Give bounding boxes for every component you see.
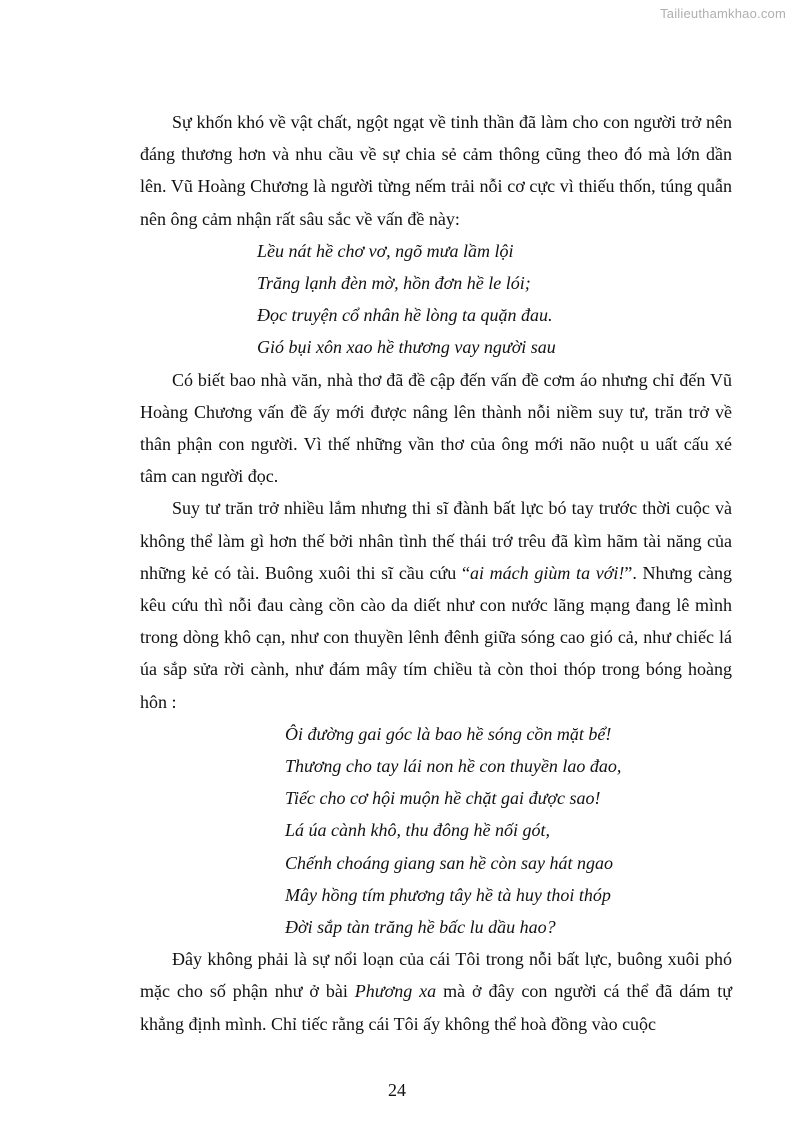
poem-line: Mây hồng tím phương tây hề tà huy thoi thóp	[285, 884, 611, 905]
poem-line: Ôi đường gai góc là bao hề sóng cồn mặt bể!	[285, 723, 612, 744]
page-number: 24	[388, 1080, 406, 1100]
poem-2	[140, 718, 732, 943]
watermark: Tailieuthamkhao.com	[660, 6, 786, 21]
paragraph-3-text-start: Suy tư trăn trở nhiều lắm nhưng thi sĩ đành bất lực bó tay trước thời cuộc và không thể làm gì hơn thế bởi nhân tình thế thái trớ trêu đã kìm hãm tài năng của những kẻ có tài. Buông xuôi thi sĩ cầu cứu “	[140, 498, 732, 583]
paragraph-3-text-end: ”. Nhưng càng kêu cứu thì nỗi đau càng cồn cào da diết như con nước lãng mạng đang lê mình trong dòng khô cạn, như con thuyền lênh đênh giữa sóng cao gió cả, như chiếc lá úa sắp sửa rời cành, như đám mây tím chiều tà còn thoi thóp trong bóng hoàng hôn :	[140, 562, 732, 712]
paragraph-2: Có biết bao nhà văn, nhà thơ đã đề cập đến vấn đề cơm áo nhưng chỉ đến Vũ Hoàng Chương vấn đề ấy mới được nâng lên thành nỗi niềm suy tư, trăn trở về thân phận con người. Vì thế những vần thơ của ông mới não nuột u uất cấu xé tâm can người đọc.	[140, 369, 732, 487]
paragraph-3	[140, 492, 732, 717]
paragraph-4-text-start: Đây không phải là sự nổi loạn của cái Tôi trong nỗi bất lực, buông xuôi phó mặc cho số phận như ở bài	[140, 949, 732, 1002]
poem-title: Phương xa	[354, 981, 437, 1002]
poem-line: Trăng lạnh đèn mờ, hồn đơn hề le lói;	[257, 273, 531, 294]
poem-line: Đọc truyện cổ nhân hề lòng ta quặn đau.	[257, 305, 553, 326]
paragraph-4-text-end: mà ở đây con người cá thể đã dám tự khẳng định mình. Chỉ tiếc rằng cái Tôi ấy không thể hoà đồng vào cuộc	[140, 981, 732, 1034]
poem-line: Lá úa cành khô, thu đông hề nối gót,	[285, 820, 550, 841]
paragraph-1: Sự khốn khó về vật chất, ngột ngạt về tinh thần đã làm cho con người trở nên đáng thương hơn và nhu cầu về sự chia sẻ cảm thông cũng theo đó mà lớn dần lên. Vũ Hoàng Chương là người từng nếm trải nỗi cơ cực vì thiếu thốn, túng quẫn nên ông cảm nhận rất sâu sắc về vấn đề này:	[140, 112, 732, 229]
poem-line: Lều nát hề chơ vơ, ngõ mưa lầm lội	[257, 240, 514, 261]
page-content	[140, 106, 732, 1040]
paragraph-3-quote: ai mách giùm ta với!	[469, 562, 625, 583]
poem-line: Tiếc cho cơ hội muộn hề chặt gai được sao!	[285, 788, 601, 809]
poem-line: Chếnh choáng giang san hề còn say hát ngao	[285, 852, 613, 873]
paragraph-4	[140, 943, 732, 1040]
poem-line: Đời sắp tàn trăng hề bấc lu dầu hao?	[285, 917, 556, 938]
poem-line: Gió bụi xôn xao hề thương vay người sau	[257, 337, 556, 358]
poem-line: Thương cho tay lái non hề con thuyền lao đao,	[285, 756, 622, 777]
poem-1	[140, 235, 732, 364]
